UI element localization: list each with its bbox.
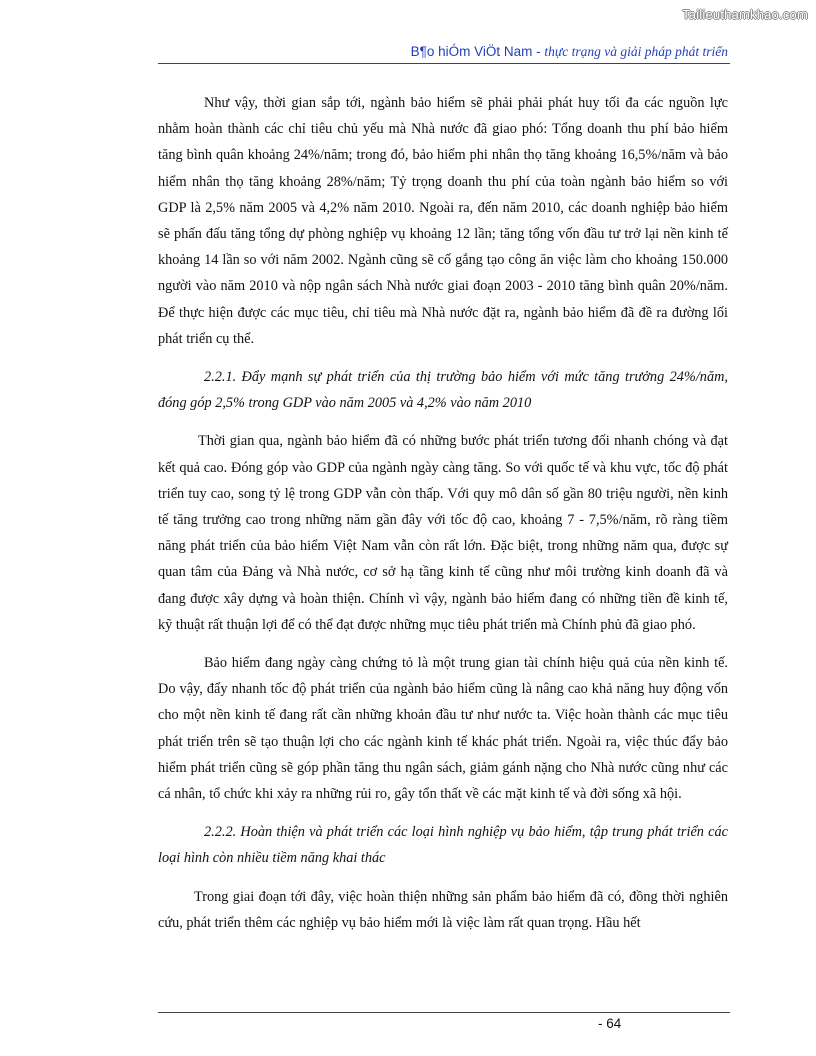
running-header (411, 44, 728, 60)
paragraph-3: Bảo hiểm đang ngày càng chứng tỏ là một trung gian tài chính hiệu quả của nền kinh tế. Do vậy, đẩy nhanh tốc độ phát triển của ngành bảo hiểm cũng là nâng cao khả năng huy động vốn cho một nền kinh tế đang rất cần những khoản đầu tư như nước ta. Việc hoàn thành các mục tiêu phát triển trên sẽ tạo thuận lợi cho các ngành kinh tế khác phát triển. Ngoài ra, việc thúc đẩy bảo hiểm phát triển cũng sẽ góp phần tăng thu ngân sách, giảm gánh nặng cho Nhà nước cũng như các cá nhân, tổ chức khi xảy ra những rủi ro, gây tổn thất về các mặt kinh tế và đời sống xã hội. (158, 655, 728, 803)
section-heading-2-2-2: 2.2.2. Hoàn thiện và phát triển các loại hình nghiệp vụ bảo hiểm, tập trung phát triển các loại hình còn nhiều tiềm năng khai thác (158, 824, 728, 867)
header-divider (158, 63, 730, 64)
section-heading-2-2-1: 2.2.1. Đẩy mạnh sự phát triển của thị trường bảo hiểm với mức tăng trưởng 24%/năm, đóng góp 2,5% trong GDP vào năm 2005 và 4,2% vào năm 2010 (158, 369, 728, 412)
watermark: Tailieuthamkhao.com (682, 7, 808, 22)
header-title: B¶o hiÓm ViÖt Nam (410, 44, 533, 59)
paragraph-4: Trong giai đoạn tới đây, việc hoàn thiện những sản phẩm bảo hiểm đã có, đồng thời nghiên cứu, phát triển thêm các nghiệp vụ bảo hiểm mới là việc làm rất quan trọng. Hầu hết (158, 888, 728, 931)
page-number: - 64 (598, 1016, 622, 1031)
page-body (158, 90, 728, 936)
paragraph-2: Thời gian qua, ngành bảo hiểm đã có những bước phát triển tương đối nhanh chóng và đạt kết quả cao. Đóng góp vào GDP của ngành ngày càng tăng. So với quốc tế và khu vực, tốc độ phát triển tuy cao, song tỷ lệ trong GDP vẫn còn thấp. Với quy mô dân số gần 80 triệu người, nền kinh tế tăng trưởng cao trong những năm gần đây với tốc độ cao, khoảng 7 - 7,5%/năm, rõ ràng tiềm năng phát triển của bảo hiểm Việt Nam vẫn còn rất lớn. Đặc biệt, trong những năm qua, được sự quan tâm của Đảng và Nhà nước, cơ sở hạ tầng kinh tế cũng như môi trường kinh doanh đã và đang được xây dựng và hoàn thiện. Chính vì vậy, ngành bảo hiểm đang có những tiền đề kinh tế, kỹ thuật rất thuận lợi để có thể đạt được những mục tiêu phát triển mà Chính phủ đã giao phó. (158, 433, 728, 633)
paragraph-1: Như vậy, thời gian sắp tới, ngành bảo hiểm sẽ phải phải phát huy tối đa các nguồn lực nhằm hoàn thành các chỉ tiêu chủ yếu mà Nhà nước đã giao phó: Tổng doanh thu phí bảo hiểm tăng bình quân khoảng 24%/năm; trong đó, bảo hiểm phi nhân thọ tăng khoảng 16,5%/năm và bảo hiểm nhân thọ tăng khoảng 28%/năm; Tỷ trọng doanh thu phí của toàn ngành bảo hiểm so với GDP là 2,5% năm 2005 và 4,2% năm 2010. Ngoài ra, đến năm 2010, các doanh nghiệp bảo hiểm sẽ phấn đấu tăng tổng dự phòng nghiệp vụ khoảng 12 lần; tăng tổng vốn đầu tư trở lại nền kinh tế khoảng 14 lần so với năm 2002. Ngành cũng sẽ cố gắng tạo công ăn việc làm cho khoảng 150.000 người vào năm 2010 và nộp ngân sách Nhà nước giai đoạn 2003 - 2010 tăng bình quân 20%/năm. Để thực hiện được các mục tiêu, chỉ tiêu mà Nhà nước đặt ra, ngành bảo hiểm đã đề ra đường lối phát triển cụ thể. (158, 95, 728, 347)
header-subtitle: thực trạng và giải pháp phát triển (544, 44, 728, 59)
footer-divider (158, 1012, 730, 1013)
header-separator: - (532, 44, 545, 59)
